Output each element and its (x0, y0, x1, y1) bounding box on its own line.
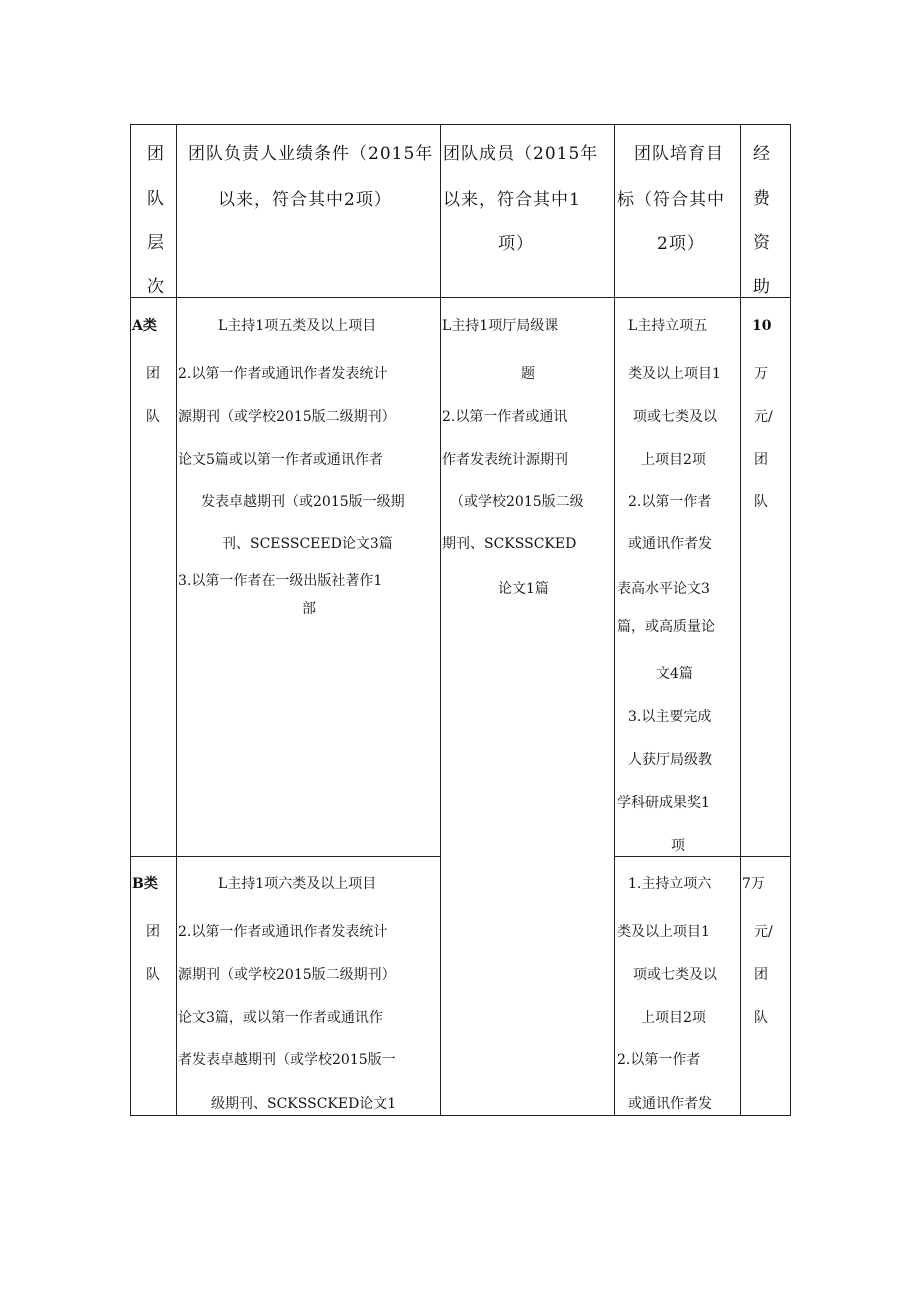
row-b-goal-line: 类及以上项目1 (617, 924, 710, 940)
row-a-leader-line: 刊、SCESSCEED论文3篇 (222, 536, 393, 552)
row-b-fund-text: 元/ (754, 924, 773, 940)
row-a-goal-line: 人获厅局级教 (628, 752, 712, 768)
table-border-top (130, 124, 791, 125)
row-b-level-text: B类 (132, 876, 158, 892)
row-a-level-text: 团 (146, 366, 160, 382)
header-member-line: 团队成员（2015年 (443, 144, 599, 164)
table-border-right (790, 124, 791, 1116)
row-a-goal-line: 或通讯作者发 (628, 536, 712, 552)
row-a-leader-line: 源期刊（或学校2015版二级期刊） (178, 409, 396, 425)
row-a-member-line: 题 (521, 366, 535, 382)
header-goal-line: 标（符合其中 (617, 190, 725, 210)
row-a-member-line: 2.以第一作者或通讯 (442, 409, 568, 425)
row-b-goal-line: 项或七类及以 (633, 967, 717, 983)
row-b-leader-line: 论文3篇，或以第一作者或通讯作 (178, 1010, 383, 1026)
header-divider (130, 297, 791, 298)
row-a-goal-line: 项 (671, 838, 685, 854)
row-b-leader-line: 者发表卓越期刊（或学校2015版一 (178, 1052, 396, 1068)
row-divider-right (614, 856, 791, 857)
header-goal-line: 2项） (657, 234, 705, 254)
row-a-goal-line: L主持立项五 (628, 318, 708, 334)
row-b-level-text: 队 (146, 967, 160, 983)
row-b-leader-line: 级期刊、SCKSSCKED论文1 (211, 1096, 397, 1112)
row-a-member-line: 作者发表统计源期刊 (442, 452, 568, 468)
row-a-leader-line: 2.以第一作者或通讯作者发表统计 (178, 366, 388, 382)
header-level-char: 团 (147, 144, 165, 164)
row-a-goal-line: 学科研成果奖1 (617, 795, 710, 811)
row-a-level-text: A类 (132, 318, 157, 334)
row-b-goal-line: 或通讯作者发 (628, 1096, 712, 1112)
row-b-fund-text: 队 (754, 1010, 768, 1026)
row-a-goal-line: 项或七类及以 (633, 409, 717, 425)
row-a-leader-line: 3.以第一作者在一级出版社著作1 (178, 573, 383, 589)
row-b-level-text: 团 (146, 924, 160, 940)
header-leader-line: 以来，符合其中2项） (218, 190, 392, 210)
header-level-char: 层 (147, 233, 165, 253)
row-a-leader-line: 部 (302, 601, 316, 617)
header-leader-line: 团队负责人业绩条件（2015年 (188, 144, 434, 164)
row-a-fund-text: 10 (752, 318, 772, 334)
row-a-level-text: 队 (146, 409, 160, 425)
col-divider-3 (614, 124, 615, 1116)
row-a-goal-line: 3.以主要完成 (628, 709, 712, 725)
header-level-char: 次 (147, 277, 165, 297)
header-goal-line: 团队培育目 (634, 144, 724, 164)
row-b-leader-line: 2.以第一作者或通讯作者发表统计 (178, 924, 388, 940)
header-member-line: 项） (498, 234, 534, 254)
col-divider-1 (176, 124, 177, 1116)
row-a-member-line: 论文1篇 (498, 581, 549, 597)
row-a-member-line: （或学校2015版二级 (450, 494, 584, 510)
header-fund-char: 资 (753, 233, 771, 253)
col-divider-4 (740, 124, 741, 1116)
row-b-leader-line: 源期刊（或学校2015版二级期刊） (178, 967, 396, 983)
row-a-goal-line: 类及以上项目1 (628, 366, 721, 382)
row-b-fund-text: 7万 (742, 876, 765, 892)
table-border-bottom (130, 1115, 791, 1116)
row-a-fund-text: 团 (754, 452, 768, 468)
row-b-goal-line: 1.主持立项六 (628, 876, 712, 892)
row-a-member-line: L主持1项厅局级课 (442, 318, 559, 334)
row-b-fund-text: 团 (754, 967, 768, 983)
row-a-member-line: 期刊、SCKSSCKED (442, 536, 577, 552)
header-fund-char: 助 (753, 277, 771, 297)
header-member-line: 以来，符合其中1 (443, 190, 581, 210)
row-a-fund-text: 队 (754, 494, 768, 510)
row-a-goal-line: 上项目2项 (641, 452, 706, 468)
row-b-goal-line: 上项目2项 (641, 1010, 706, 1026)
row-a-leader-line: 论文5篇或以第一作者或通讯作者 (178, 452, 383, 468)
row-a-goal-line: 2.以第一作者 (628, 494, 712, 510)
header-fund-char: 费 (753, 189, 771, 209)
row-a-fund-text: 万 (754, 366, 768, 382)
header-level-char: 队 (147, 189, 165, 209)
row-a-leader-line: L主持1项五类及以上项目 (218, 318, 377, 334)
row-a-goal-line: 篇，或高质量论 (617, 619, 715, 635)
row-a-goal-line: 文4篇 (656, 666, 693, 682)
row-a-goal-line: 表高水平论文3 (617, 581, 710, 597)
header-fund-char: 经 (753, 144, 771, 164)
col-divider-2 (440, 124, 441, 1116)
table-border-left (130, 124, 131, 1116)
row-a-fund-text: 元/ (754, 409, 773, 425)
row-b-goal-line: 2.以第一作者 (617, 1052, 701, 1068)
row-a-leader-line: 发表卓越期刊（或2015版一级期 (201, 494, 405, 510)
row-b-leader-line: L主持1项六类及以上项目 (218, 876, 377, 892)
